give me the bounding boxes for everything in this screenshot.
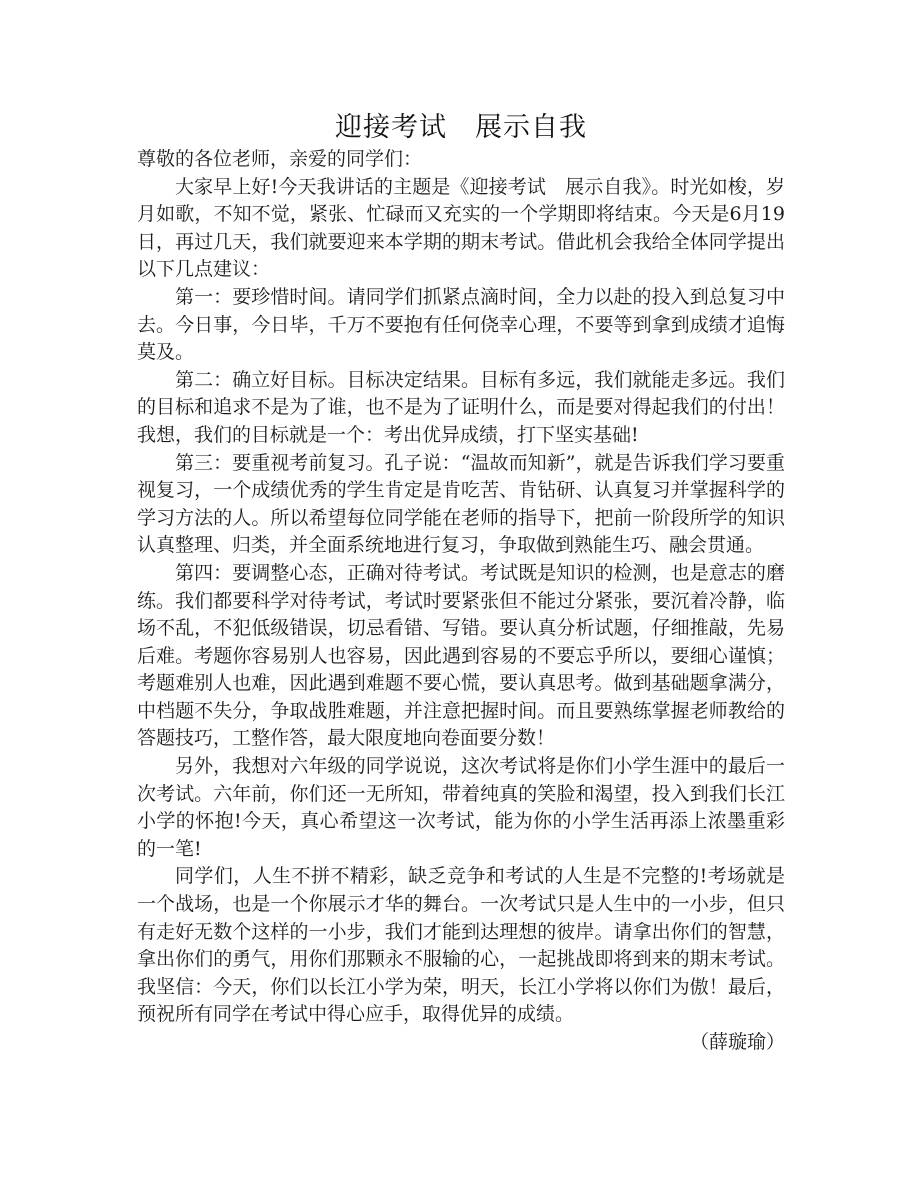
author-signature: （薛璇瑜）: [689, 1031, 785, 1053]
page-title: 迎接考试 展示自我: [335, 112, 587, 143]
greeting-line: 尊敬的各位老师，亲爱的同学们：: [137, 148, 423, 170]
paragraph-third-point: 第三：要重视考前复习。孔子说：“温故而知新”，就是告诉我们学习要重视复习，一个成绩优秀的学生肯定是肯吃苦、肯钻研、认真复习并掌握科学的学习方法的人。所以希望每位同学能在老师的指导下，把前一阶段所学的知识认真整理、归类，并全面系统地进行复习，争取做到熟能生巧、融会贯通。: [137, 451, 785, 557]
paragraph-intro: 大家早上好!今天我讲话的主题是《迎接考试 展示自我》。时光如梭，岁月如歌，不知不觉，紧张、忙碌而又充实的一个学期即将结束。今天是6月19日，再过几天，我们就要迎来本学期的期末考试。借此机会我给全体同学提出以下几点建议：: [137, 175, 785, 281]
paragraph-fourth-point: 第四：要调整心态，正确对待考试。考试既是知识的检测，也是意志的磨练。我们都要科学对待考试，考试时要紧张但不能过分紧张，要沉着冷静，临场不乱，不犯低级错误，切忌看错、写错。要认真分析试题，仔细推敲，先易后难。考题你容易别人也容易，因此遇到容易的不要忘乎所以，要细心谨慎；考题难别人也难，因此遇到难题不要心慌，要认真思考。做到基础题拿满分，中档题不失分，争取战胜难题，并注意把握时间。而且要熟练掌握老师教给的答题技巧，工整作答，最大限度地向卷面要分数！: [137, 561, 785, 750]
document-body: [137, 110, 785, 1057]
paragraph-sixth-grade: 另外，我想对六年级的同学说说，这次考试将是你们小学生涯中的最后一次考试。六年前，你们还一无所知，带着纯真的笑脸和渴望，投入到我们长江小学的怀抱!今天，真心希望这一次考试，能为你的小学生活再添上浓墨重彩的一笔!: [137, 755, 785, 860]
paragraph-first-point: 第一：要珍惜时间。请同学们抓紧点滴时间，全力以赴的投入到总复习中去。今日事，今日毕，千万不要抱有任何侥幸心理，不要等到拿到成绩才追悔莫及。: [137, 285, 785, 364]
paragraph-second-point: 第二：确立好目标。目标决定结果。目标有多远，我们就能走多远。我们的目标和追求不是为了谁，也不是为了证明什么，而是要对得起我们的付出！我想，我们的目标就是一个：考出优异成绩，打下坚实基础!: [137, 368, 785, 446]
paragraph-closing: 同学们，人生不拼不精彩，缺乏竞争和考试的人生是不完整的!考场就是一个战场，也是一个你展示才华的舞台。一次考试只是人生中的一小步，但只有走好无数个这样的一小步，我们才能到达理想的彼岸。请拿出你们的智慧，拿出你们的勇气，用你们那颗永不服输的心，一起挑战即将到来的期末考试。我坚信：今天，你们以长江小学为荣，明天，长江小学将以你们为傲！最后，预祝所有同学在考试中得心应手，取得优异的成绩。: [137, 865, 785, 1026]
